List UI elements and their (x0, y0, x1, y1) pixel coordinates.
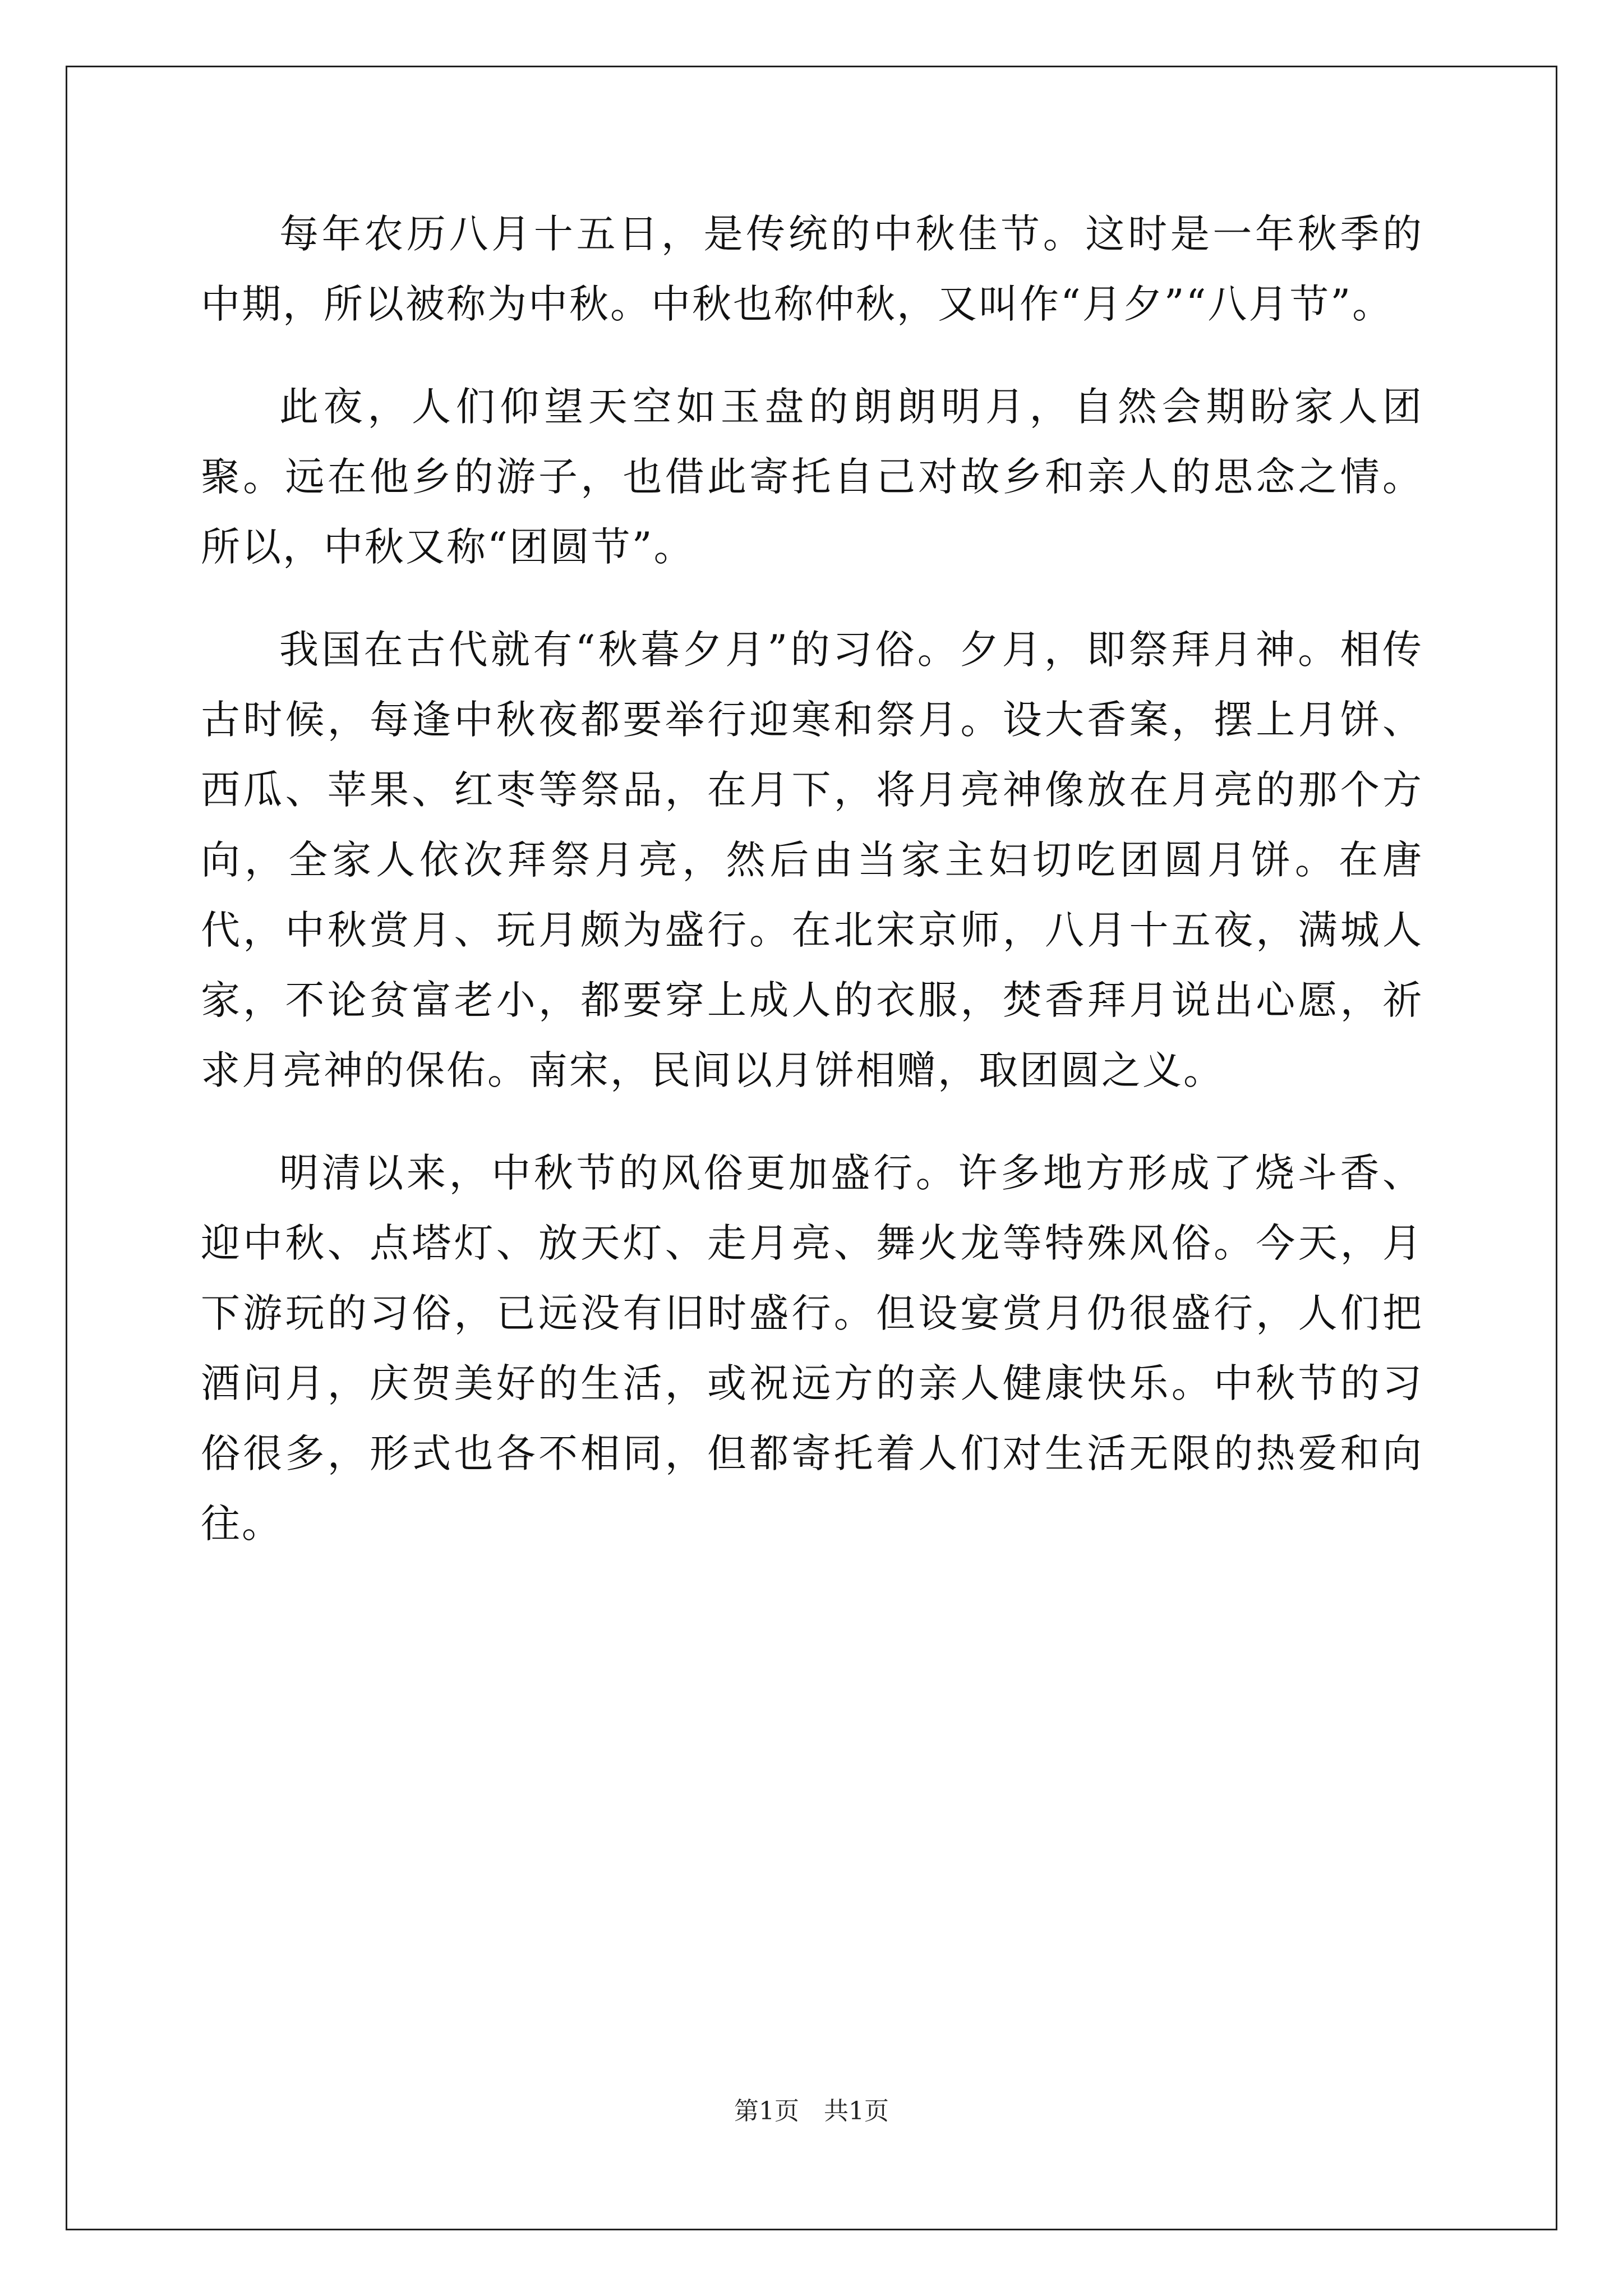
paragraph: 每年农历八月十五日，是传统的中秋佳节。这时是一年秋季的中期，所以被称为中秋。中秋也称仲秋，又叫作“月夕”“八月节”。 (201, 211, 1423, 327)
page-footer (0, 2096, 1623, 2127)
paragraph: 我国在古代就有“秋暮夕月”的习俗。夕月，即祭拜月神。相传古时候，每逢中秋夜都要举行迎寒和祭月。设大香案，摆上月饼、西瓜、苹果、红枣等祭品，在月下，将月亮神像放在月亮的那个方向，全家人依次拜祭月亮，然后由当家主妇切吃团圆月饼。在唐代，中秋赏月、玩月颇为盛行。在北宋京师，八月十五夜，满城人家，不论贫富老小，都要穿上成人的衣服，焚香拜月说出心愿，祈求月亮神的保佑。南宋，民间以月饼相赠，取团圆之义。 (201, 627, 1423, 1093)
page-total: 共1页 (824, 2097, 889, 2125)
document-body (201, 199, 1423, 1591)
paragraph: 此夜，人们仰望天空如玉盘的朗朗明月，自然会期盼家人团聚。远在他乡的游子，也借此寄托自己对故乡和亲人的思念之情。所以，中秋又称“团圆节”。 (201, 384, 1423, 570)
paragraph: 明清以来，中秋节的风俗更加盛行。许多地方形成了烧斗香、迎中秋、点塔灯、放天灯、走月亮、舞火龙等特殊风俗。今天，月下游玩的习俗，已远没有旧时盛行。但设宴赏月仍很盛行，人们把酒问月，庆贺美好的生活，或祝远方的亲人健康快乐。中秋节的习俗很多，形式也各不相同，但都寄托着人们对生活无限的热爱和向往。 (201, 1150, 1423, 1547)
page-number: 第1页 (734, 2097, 799, 2125)
